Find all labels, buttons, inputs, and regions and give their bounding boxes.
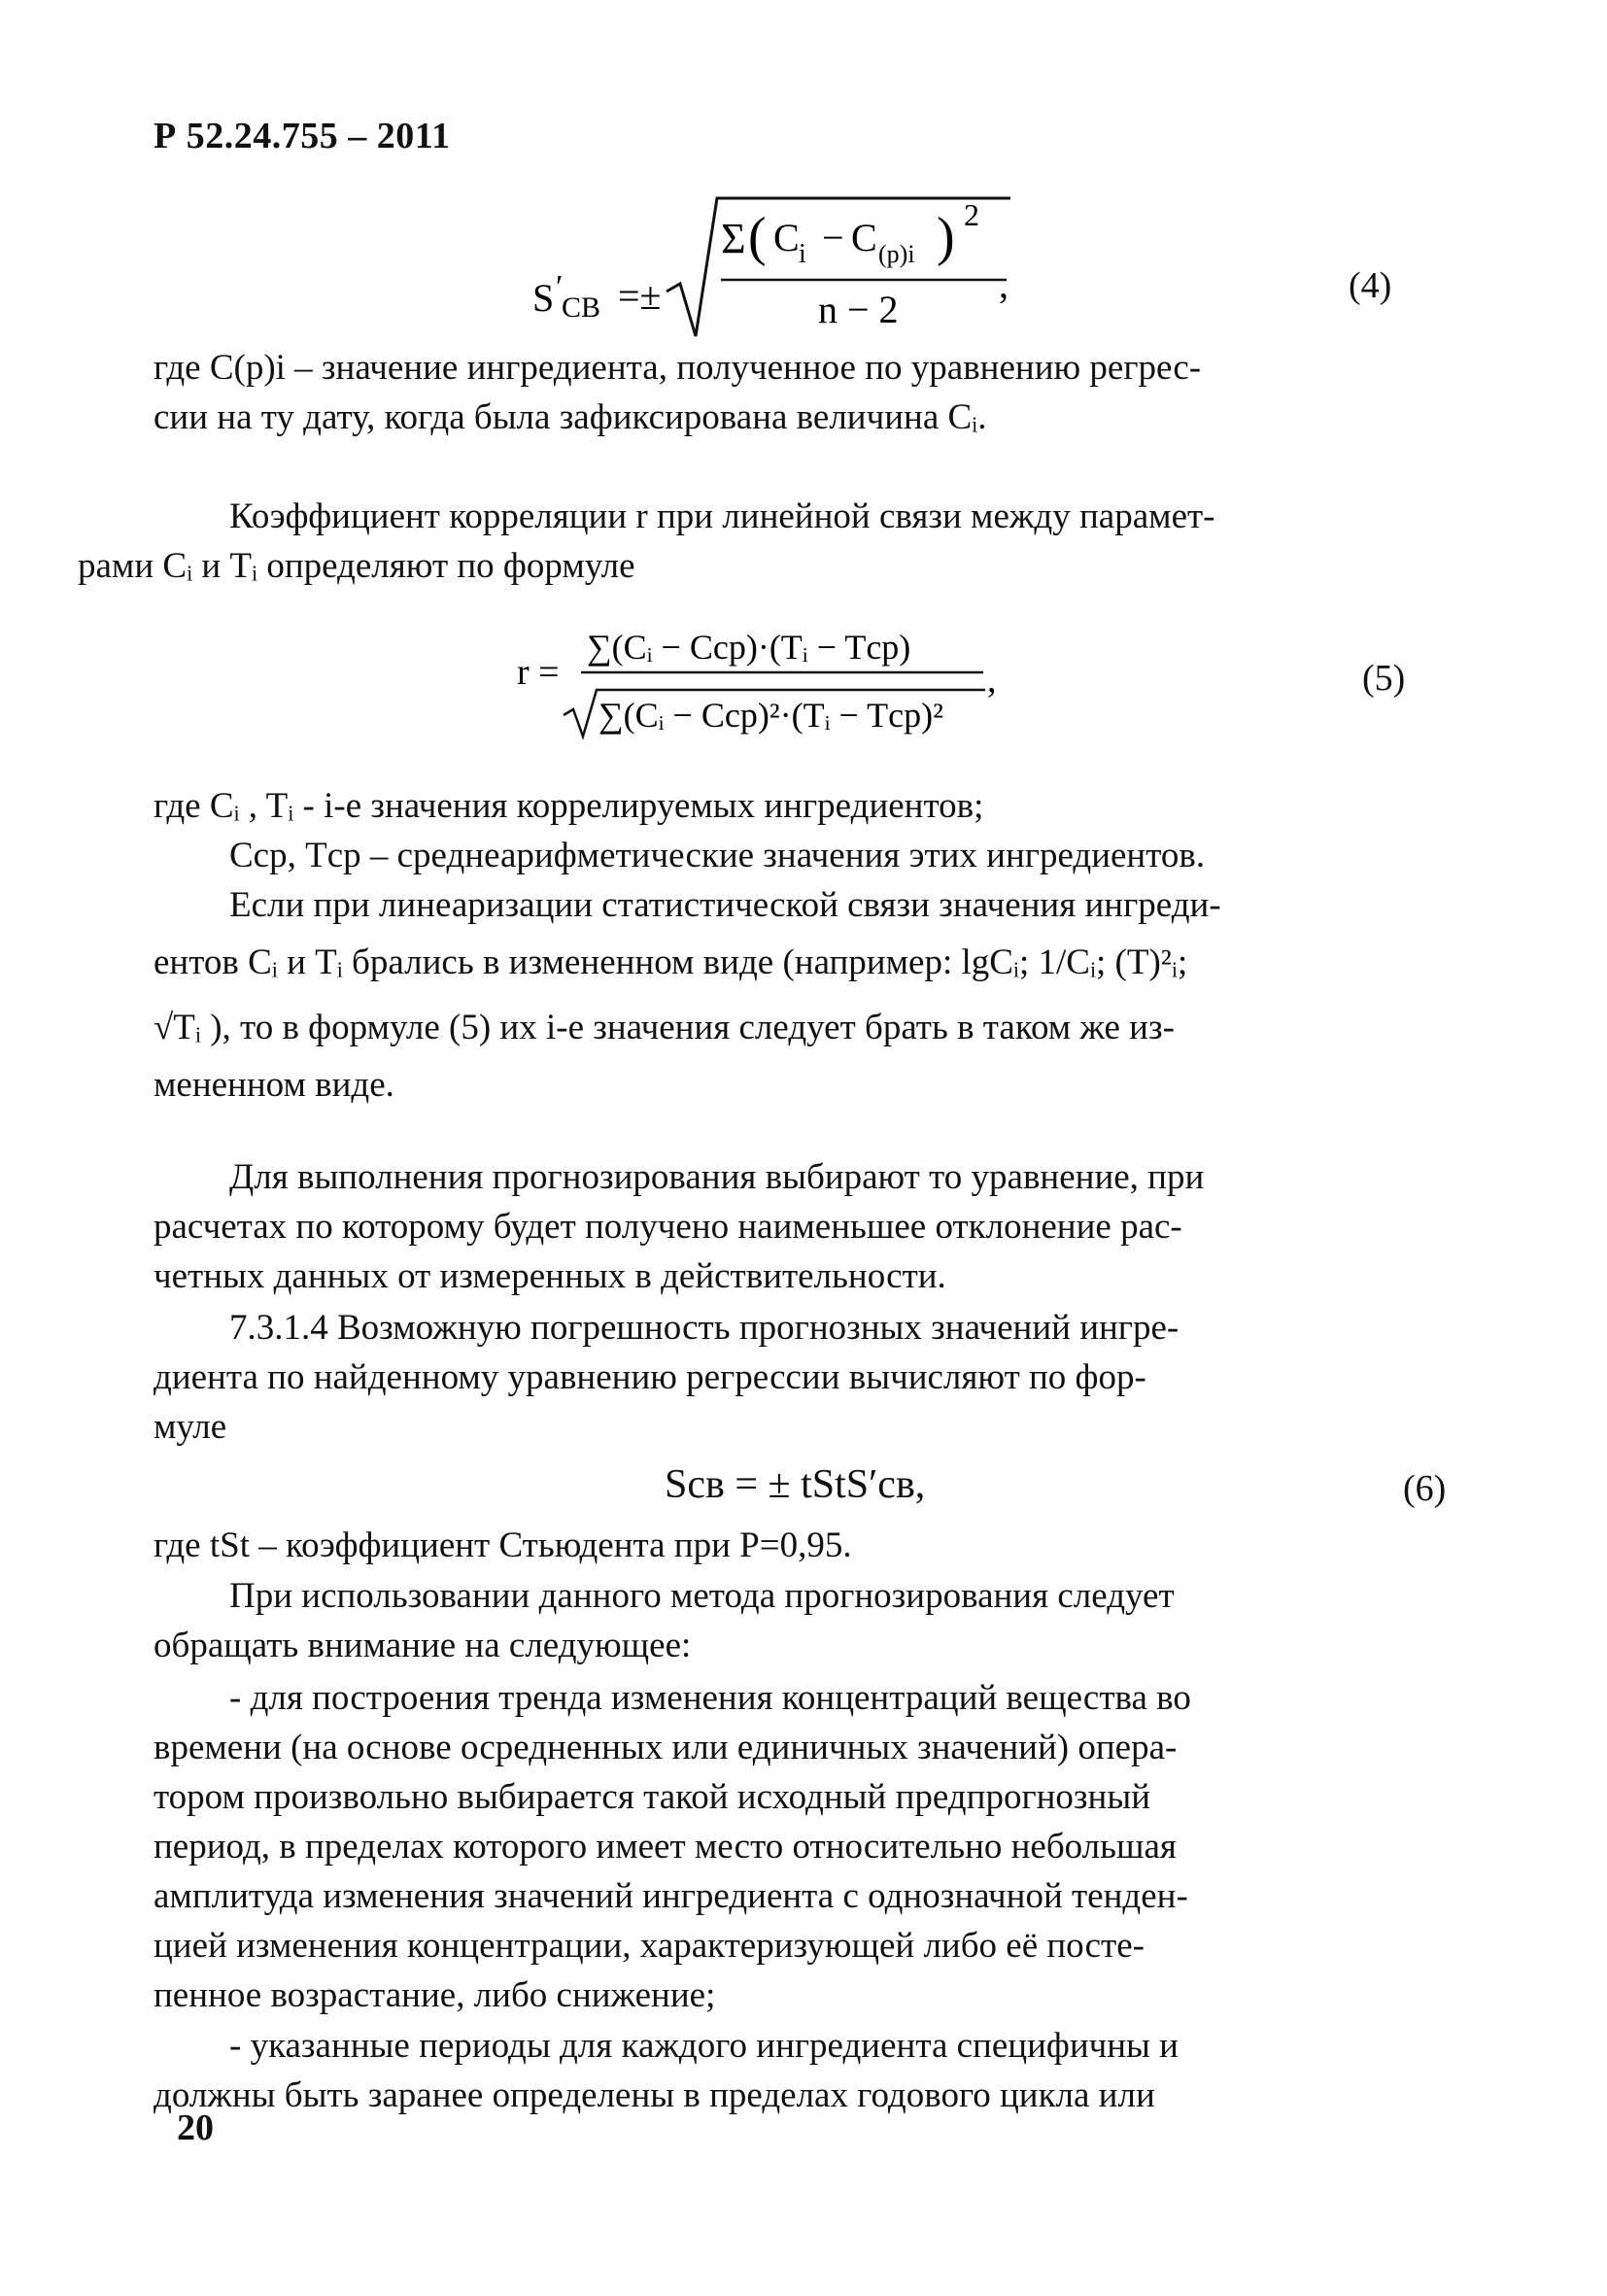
eq4-open-paren: ( [748,207,767,267]
list-item-trend [154,1673,1455,2020]
text-line: где Cᵢ , Tᵢ - i-е значения коррелируемых ингредиентов; [154,786,984,826]
eq4-prime: ′ [556,269,564,305]
text-line: √Tᵢ ), то в формуле (5) их i-е значения следует брать в таком же из- [154,1008,1175,1047]
document-code: Р 52.24.755 – 2011 [154,116,451,156]
text-line: - указанные периоды для каждого ингредиента специфичны и [229,2026,1179,2066]
text-line: Если при линеаризации статистической связи значения ингреди- [229,885,1221,925]
paragraph-student-coefficient [154,1521,1455,1570]
eq4-close-paren: ) [937,207,955,267]
eq5-numerator: ∑(Cᵢ − Cср)·(Tᵢ − Tср) [587,628,911,667]
text-line: 7.3.1.4 Возможную погрешность прогнозных значений ингре- [229,1308,1180,1348]
eq5-lhs: r = [517,652,560,693]
text-line: пенное возрастание, либо снижение; [154,1975,716,2015]
text-line: должны быть заранее определены в пределах годового цикла или [154,2075,1155,2115]
text-line: Коэффициент корреляции r при линейной связи между парамет- [229,497,1215,536]
equation-5 [0,599,1607,744]
text-line: расчетах по которому будет получено наименьшее отклонение рас- [154,1207,1182,1247]
equation-6-formula: Sсв = ± tStS′св, [665,1462,926,1507]
text-line: период, в пределах которого имеет место относительно небольшая [154,1827,1177,1867]
text-line: При использовании данного метода прогнозирования следует [229,1576,1175,1616]
text-line: времени (на основе осредненных или единичных значений) опера- [154,1728,1178,1767]
equation-4-number: (4) [1349,265,1392,306]
text-line: ентов Cᵢ и Tᵢ брались в измененном виде (например: lgCᵢ; 1/Cᵢ; (T)²ᵢ; [154,942,1188,982]
paragraph-correlation [78,492,1455,591]
text-line: тором произвольно выбирается такой исходный предпрогнозный [154,1777,1150,1817]
text-line: обращать внимание на следующее: [154,1626,692,1665]
paragraph-attention [154,1571,1455,1670]
text-line: муле [154,1407,227,1447]
text-line: мененном виде. [154,1065,394,1105]
eq4-denominator: n − 2 [818,288,899,331]
page-number: 20 [177,2108,214,2148]
eq4-s-symbol: S [532,276,555,320]
text-line: диента по найденному уравнению регрессии вычисляют по фор- [154,1357,1146,1397]
equation-6-number: (6) [1403,1468,1447,1509]
text-line: Cср, Tср – среднеарифметические значения этих ингредиентов. [229,836,1206,875]
eq4-c2-symbol: C [851,216,877,259]
text-line: - для построения тренда изменения концентраций вещества во [229,1678,1191,1718]
eq4-sigma: Σ [721,215,746,262]
eq4-p-sub: (р)i [878,240,915,268]
text-line: сии на ту дату, когда была зафиксирована величина Cᵢ. [154,397,987,437]
eq4-equals-pm: =± [618,274,662,318]
list-item-periods [154,2021,1455,2120]
eq4-power: 2 [964,197,979,232]
eq4-c-symbol: C [773,216,800,259]
equation-4-formula [0,183,1607,338]
paragraph-forecast-choice [154,1152,1455,1301]
eq4-subscript: СВ [562,291,601,324]
equation-6 [0,1454,1607,1522]
equation-4 [0,183,1607,338]
eq5-comma: , [987,660,997,701]
text-line: где C(р)i – значение ингредиента, полученное по уравнению регрес- [154,348,1202,388]
eq5-denominator: ∑(Cᵢ − Cср)²·(Tᵢ − Tср)² [598,696,943,735]
eq4-minus: − [822,216,844,259]
paragraph-7-3-1-4 [154,1303,1455,1452]
text-line: рами Cᵢ и Tᵢ определяют по формуле [78,546,635,586]
paragraph-where-ci-ti [154,781,1455,880]
text-line: четных данных от измеренных в действительности. [154,1256,946,1296]
paragraph-linearization [154,880,1455,1110]
text-line: амплитуда изменения значений ингредиента с однозначной тенден- [154,1876,1188,1916]
paragraph-where-c-p-i [154,343,1455,442]
text-line: цией изменения концентрации, характеризующей либо её посте- [154,1926,1145,1966]
eq4-comma: , [999,262,1009,306]
eq4-i-sub: i [799,239,806,269]
equation-5-number: (5) [1362,658,1406,699]
text-line: где tSt – коэффициент Стьюдента при P=0,95. [154,1525,852,1565]
text-line: Для выполнения прогнозирования выбирают то уравнение, при [229,1157,1205,1197]
